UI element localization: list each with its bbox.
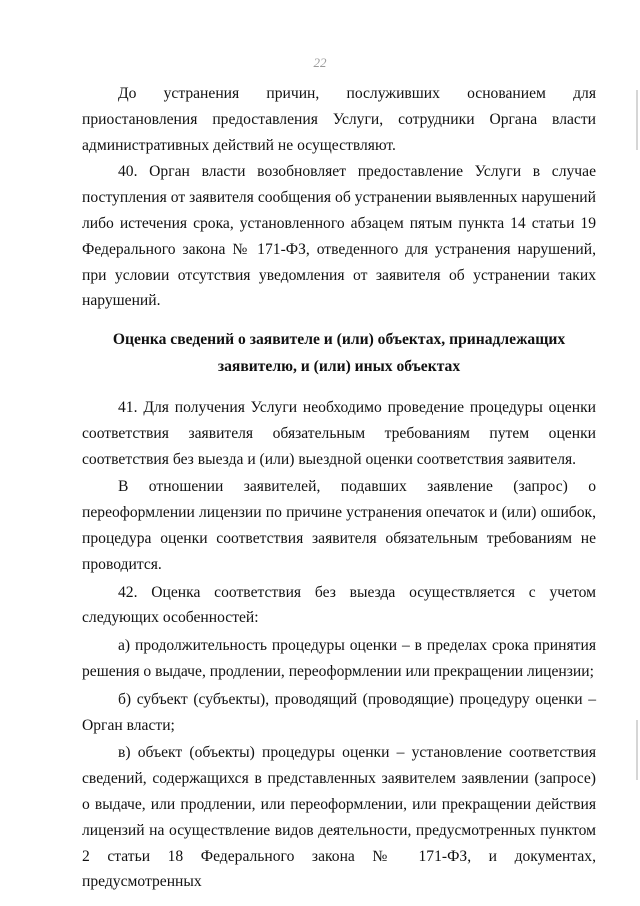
scan-edge-mark <box>636 90 638 150</box>
text-block-top <box>82 81 596 314</box>
section-heading-line-1: Оценка сведений о заявителе и (или) объектах, принадлежащих <box>112 331 566 348</box>
list-item-b: б) субъект (субъекты), проводящий (проводящие) процедуру оценки – Орган власти; <box>82 690 596 734</box>
paragraph: До устранения причин, послуживших основанием для приостановления предоставления Услуги, сотрудники Органа власти административных действий не осуществляют. <box>82 85 596 154</box>
list-item-a: а) продолжительность процедуры оценки – в пределах срока принятия решения о выдаче, продлении, переоформлении или прекращении лицензии; <box>82 637 596 680</box>
paragraph-42: 42. Оценка соответствия без выезда осуществляется с учетом следующих особенностей: <box>82 583 596 627</box>
scan-edge-mark <box>636 720 638 780</box>
paragraph: В отношении заявителей, подавших заявление (запрос) о переоформлении лицензии по причине устранения опечаток и (или) ошибок, процедура оценки соответствия заявителя обязательным требованиям не проводится. <box>82 478 596 573</box>
page-number: 22 <box>313 55 327 70</box>
list-item-v: в) объект (объекты) процедуры оценки – установление соответствия сведений, содержащихся в представленных заявителем заявлении (запросе) о выдаче, или продлении, или переоформлении, или прекращении действия лицензий на осуществление видов деятельности, предусмотренных пунктом 2 статьи 18 Федерального закона № 171-ФЗ, и документах, предусмотренных <box>82 744 596 891</box>
paragraph-40: 40. Орган власти возобновляет предоставление Услуги в случае поступления от заявителя сообщения об устранении выявленных нарушений либо истечения срока, установленного абзацем пятым пункта 14 статьи 19 Федерального закона № 171-ФЗ, отведенного для устранения нарушений, при условии отсутствия уведомления от заявителя об устранении таких нарушений. <box>82 163 596 310</box>
paragraph-41: 41. Для получения Услуги необходимо проведение процедуры оценки соответствия заявителя обязательным требованиям путем оценки соответствия без выезда и (или) выездной оценки соответствия заявителя. <box>82 399 596 468</box>
section-heading-line-2: заявителю, и (или) иных объектах <box>217 358 461 375</box>
text-block-bottom <box>82 395 596 895</box>
